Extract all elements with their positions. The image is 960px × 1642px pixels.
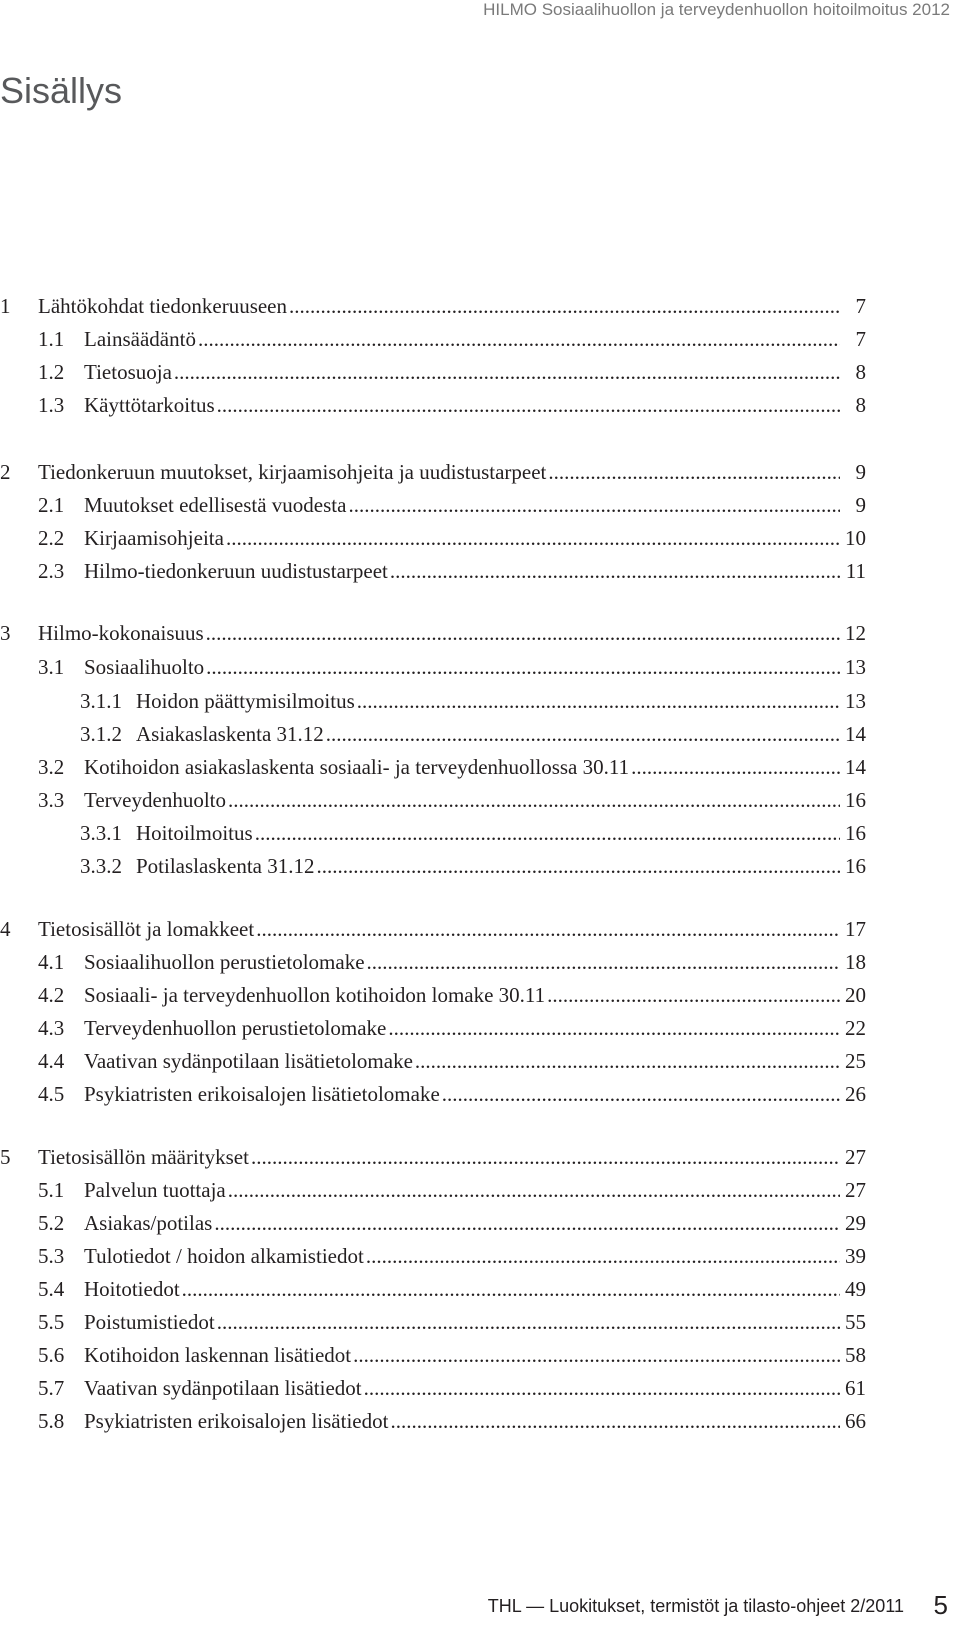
dot-leader: [174, 359, 840, 385]
toc-entry[interactable]: [0, 1177, 866, 1203]
toc-entry[interactable]: [0, 392, 866, 418]
toc-entry-title: Asiakaslaskenta 31.12: [136, 722, 324, 746]
toc-entry-title: Kotihoidon asiakaslaskenta sosiaali- ja terveydenhuollossa 30.11: [84, 755, 630, 779]
toc-entry[interactable]: [0, 1243, 866, 1269]
toc-entry-page: 66: [845, 1409, 866, 1433]
toc-entry-number: 4.3: [38, 1016, 65, 1040]
toc-entry-title: Poistumistiedot: [84, 1310, 215, 1334]
dot-leader: [367, 949, 840, 975]
dot-leader: [256, 916, 840, 942]
toc-entry[interactable]: [0, 558, 866, 584]
toc-entry-title: Tietosuoja: [84, 360, 172, 384]
toc-entry-number: 5.7: [38, 1376, 65, 1400]
toc-entry-number: 5.2: [38, 1211, 65, 1235]
toc-entry-title: Hilmo-kokonaisuus: [38, 621, 204, 645]
toc-entry-number: 1.2: [38, 360, 65, 384]
toc-entry-number: 5.8: [38, 1409, 65, 1433]
toc-entry-title: Palvelun tuottaja: [84, 1178, 226, 1202]
dot-leader: [547, 982, 840, 1008]
toc-entry-title: Hoidon päättymisilmoitus: [136, 689, 355, 713]
dot-leader: [390, 558, 840, 584]
page-number: 5: [933, 1590, 948, 1620]
dot-leader: [548, 459, 840, 485]
dot-leader: [226, 525, 840, 551]
toc-entry-page: 61: [845, 1376, 866, 1400]
toc-entry-page: 8: [855, 393, 866, 417]
toc-entry-title: Hoitotiedot: [84, 1277, 180, 1301]
toc-entry[interactable]: [0, 1210, 866, 1236]
dot-leader: [255, 820, 840, 846]
dot-leader: [353, 1342, 840, 1368]
toc-entry-title: Sosiaali- ja terveydenhuollon kotihoidon lomake 30.11: [84, 983, 546, 1007]
toc-entry-title: Tiedonkeruun muutokset, kirjaamisohjeita ja uudistustarpeet: [38, 460, 547, 484]
dot-leader: [217, 392, 840, 418]
toc-entry-page: 27: [845, 1178, 866, 1202]
dot-leader: [390, 1408, 840, 1434]
toc-entry[interactable]: [0, 787, 866, 813]
toc-entry[interactable]: [0, 820, 866, 846]
toc-entry-page: 25: [845, 1049, 866, 1073]
toc-entry-number: 4.1: [38, 950, 65, 974]
toc-entry[interactable]: [0, 1048, 866, 1074]
toc-entry-page: 9: [855, 493, 866, 517]
toc-entry-number: 5.1: [38, 1178, 65, 1202]
toc-entry-page: 7: [855, 294, 866, 318]
toc-entry-page: 17: [845, 917, 866, 941]
page-title: Sisällys: [0, 70, 123, 111]
toc-entry-number: 5.6: [38, 1343, 65, 1367]
toc-entry-number: 5.4: [38, 1277, 65, 1301]
dot-leader: [214, 1210, 840, 1236]
toc-entry-number: 2.1: [38, 493, 65, 517]
toc-entry[interactable]: [0, 688, 866, 714]
toc-entry-title: Kirjaamisohjeita: [84, 526, 224, 550]
dot-leader: [364, 1375, 840, 1401]
toc-entry-page: 13: [845, 655, 866, 679]
toc-entry[interactable]: [0, 1342, 866, 1368]
toc-entry-page: 14: [845, 755, 866, 779]
toc-entry-title: Tulotiedot / hoidon alkamistiedot: [84, 1244, 364, 1268]
toc-entry-page: 12: [845, 621, 866, 645]
dot-leader: [316, 853, 840, 879]
dot-leader: [251, 1144, 840, 1170]
dot-leader: [442, 1081, 840, 1107]
toc-entry-page: 58: [845, 1343, 866, 1367]
toc-entry-page: 16: [845, 788, 866, 812]
toc-entry-page: 29: [845, 1211, 866, 1235]
toc-entry-number: 4: [0, 917, 11, 941]
toc-entry-number: 4.4: [38, 1049, 65, 1073]
toc-entry-title: Sosiaalihuolto: [84, 655, 205, 679]
toc-entry[interactable]: [0, 982, 866, 1008]
toc-entry-page: 16: [845, 821, 866, 845]
dot-leader: [326, 721, 840, 747]
toc-entry-number: 4.2: [38, 983, 65, 1007]
toc-entry-number: 2: [0, 460, 11, 484]
dot-leader: [388, 1015, 840, 1041]
toc-entry[interactable]: [0, 326, 866, 352]
toc-entry-title: Potilaslaskenta 31.12: [136, 854, 315, 878]
toc-entry[interactable]: [0, 1015, 866, 1041]
toc-entry[interactable]: [0, 359, 866, 385]
toc-entry-title: Hoitoilmoitus: [136, 821, 253, 845]
toc-entry-page: 39: [845, 1244, 866, 1268]
toc-entry-title: Tietosisällön määritykset: [38, 1145, 249, 1169]
toc-entry-page: 7: [855, 327, 866, 351]
toc-entry-title: Lähtökohdat tiedonkeruuseen: [38, 294, 288, 318]
toc-entry[interactable]: [0, 1309, 866, 1335]
toc-entry-number: 4.5: [38, 1082, 65, 1106]
toc-entry-number: 3.3: [38, 788, 65, 812]
toc-entry-number: 3.1.1: [80, 689, 122, 713]
dot-leader: [366, 1243, 840, 1269]
dot-leader: [206, 620, 840, 646]
toc-entry-number: 3.3.2: [80, 854, 122, 878]
dot-leader: [228, 787, 840, 813]
toc-entry-number: 3.1.2: [80, 722, 122, 746]
toc-entry-title: Käyttötarkoitus: [84, 393, 215, 417]
toc-entry-number: 2.3: [38, 559, 65, 583]
toc-entry-title: Kotihoidon laskennan lisätiedot: [84, 1343, 352, 1367]
toc-entry-page: 13: [845, 689, 866, 713]
toc-entry-page: 16: [845, 854, 866, 878]
toc-entry-page: 55: [845, 1310, 866, 1334]
toc-entry-page: 14: [845, 722, 866, 746]
toc-entry[interactable]: [0, 721, 866, 747]
toc-entry-title: Lainsäädäntö: [84, 327, 196, 351]
toc-entry-number: 1.3: [38, 393, 65, 417]
footer-series: THL — Luokitukset, termistöt ja tilasto-ohjeet 2/2011: [487, 1596, 904, 1616]
toc-entry[interactable]: [0, 620, 866, 646]
toc-entry-number: 5: [0, 1145, 11, 1169]
dot-leader: [357, 688, 840, 714]
toc-entry[interactable]: [0, 1276, 866, 1302]
toc-entry[interactable]: [0, 1144, 866, 1170]
toc-entry-title: Vaativan sydänpotilaan lisätietolomake: [84, 1049, 413, 1073]
toc-entry[interactable]: [0, 525, 866, 551]
toc-entry-number: 2.2: [38, 526, 65, 550]
toc-entry-title: Psykiatristen erikoisalojen lisätiedot: [84, 1409, 389, 1433]
running-header: HILMO Sosiaalihuollon ja terveydenhuollon hoitoilmoitus 2012: [483, 0, 950, 19]
toc-entry-page: 20: [845, 983, 866, 1007]
toc-entry-page: 26: [845, 1082, 866, 1106]
toc-entry[interactable]: [0, 949, 866, 975]
toc-entry-page: 11: [845, 559, 866, 583]
toc-entry-number: 5.3: [38, 1244, 65, 1268]
toc-entry-page: 49: [845, 1277, 866, 1301]
toc-entry-page: 10: [845, 526, 866, 550]
toc-entry-page: 27: [845, 1145, 866, 1169]
toc-entry-title: Vaativan sydänpotilaan lisätiedot: [84, 1376, 362, 1400]
toc-entry-title: Asiakas/potilas: [84, 1211, 213, 1235]
toc-entry-title: Terveydenhuollon perustietolomake: [84, 1016, 387, 1040]
toc-entry-title: Psykiatristen erikoisalojen lisätietolomake: [84, 1082, 440, 1106]
toc-entry[interactable]: [0, 492, 866, 518]
dot-leader: [228, 1177, 840, 1203]
dot-leader: [217, 1309, 840, 1335]
dot-leader: [206, 654, 840, 680]
toc-entry-number: 3.2: [38, 755, 65, 779]
dot-leader: [182, 1276, 840, 1302]
toc-entry-page: 9: [855, 460, 866, 484]
toc-entry-number: 3: [0, 621, 11, 645]
toc-entry-number: 3.1: [38, 655, 65, 679]
toc-entry-title: Muutokset edellisestä vuodesta: [84, 493, 347, 517]
toc-entry-number: 1: [0, 294, 11, 318]
toc-entry-title: Hilmo-tiedonkeruun uudistustarpeet: [84, 559, 388, 583]
toc-entry-number: 5.5: [38, 1310, 65, 1334]
dot-leader: [348, 492, 840, 518]
dot-leader: [631, 754, 840, 780]
toc-entry[interactable]: [0, 1375, 866, 1401]
toc-entry-number: 1.1: [38, 327, 65, 351]
toc-entry[interactable]: [0, 853, 866, 879]
toc-entry-title: Tietosisällöt ja lomakkeet: [38, 917, 255, 941]
toc-entry[interactable]: [0, 916, 866, 942]
toc-entry-page: 8: [855, 360, 866, 384]
toc-entry-title: Sosiaalihuollon perustietolomake: [84, 950, 365, 974]
toc-entry-number: 3.3.1: [80, 821, 122, 845]
toc-entry-page: 18: [845, 950, 866, 974]
toc-entry[interactable]: [0, 459, 866, 485]
toc-entry[interactable]: [0, 754, 866, 780]
toc-entry[interactable]: [0, 293, 866, 319]
toc-entry[interactable]: [0, 654, 866, 680]
dot-leader: [415, 1048, 840, 1074]
toc-entry[interactable]: [0, 1081, 866, 1107]
dot-leader: [198, 326, 840, 352]
toc-entry-title: Terveydenhuolto: [84, 788, 226, 812]
toc-entry-page: 22: [845, 1016, 866, 1040]
dot-leader: [289, 293, 840, 319]
toc-entry[interactable]: [0, 1408, 866, 1434]
